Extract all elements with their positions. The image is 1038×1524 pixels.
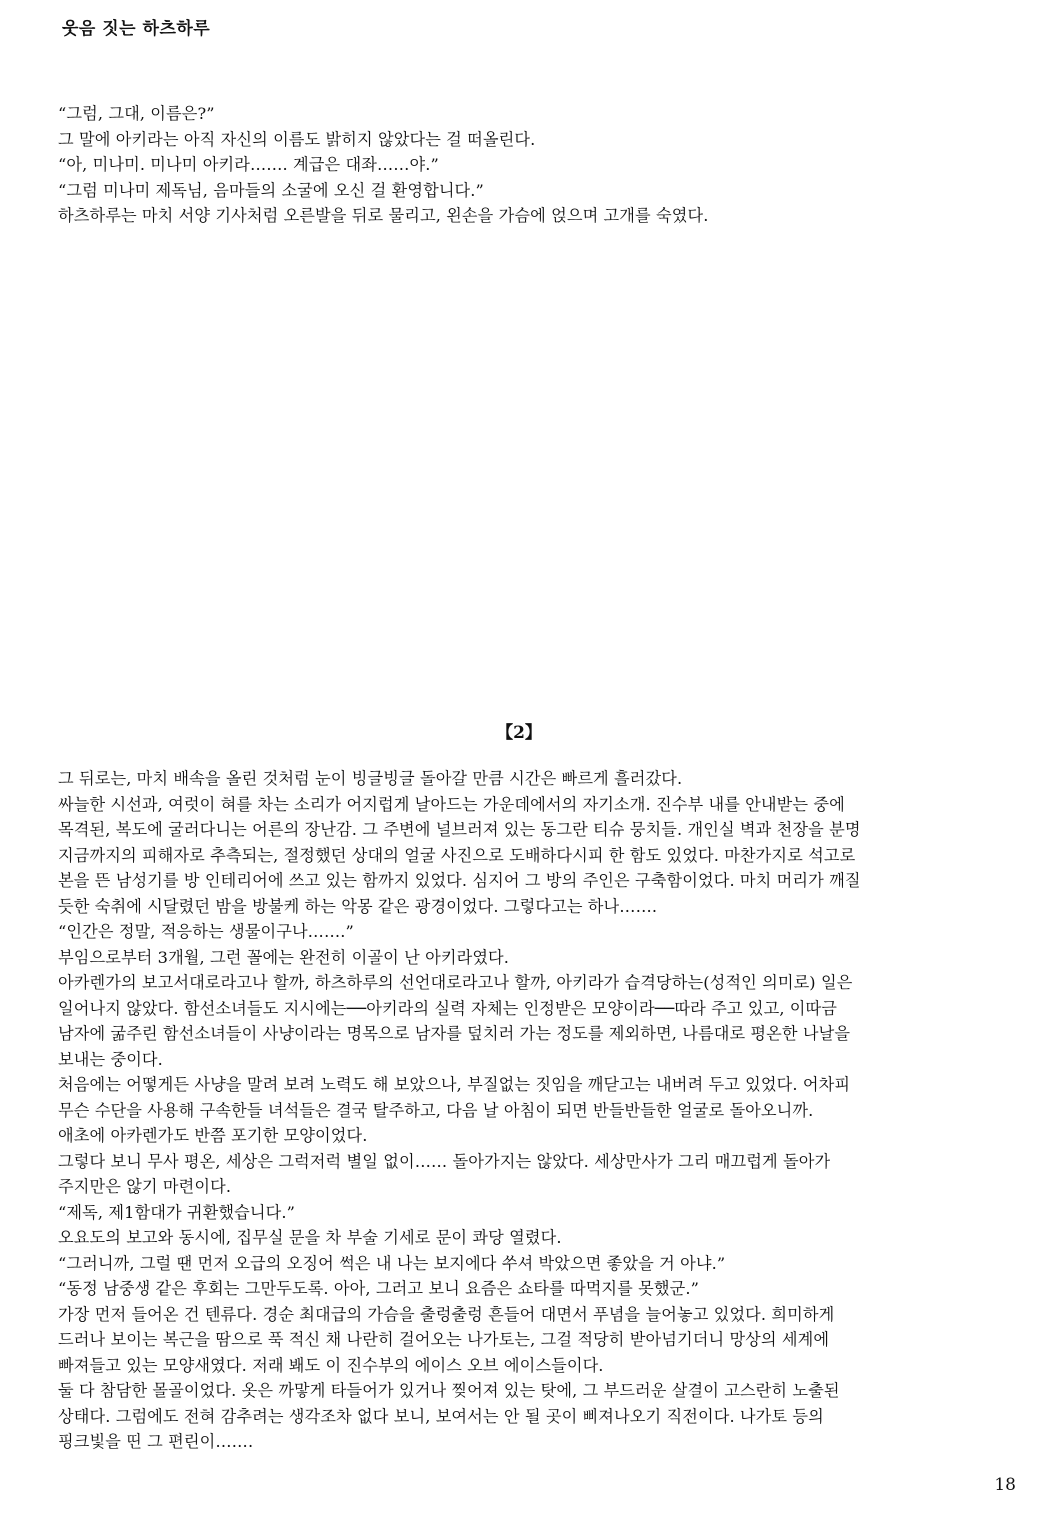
text-line: 오요도의 보고와 동시에, 집무실 문을 차 부술 기세로 문이 콰당 열렸다.: [58, 1228, 562, 1247]
text-block-intro: [58, 101, 1008, 229]
text-line: 보내는 중이다.: [58, 1049, 163, 1069]
text-line: 가장 먼저 들어온 건 텐류다. 경순 최대급의 가슴을 출렁출렁 흔들어 대면서 푸념을 늘어놓고 있었다. 희미하게: [58, 1304, 835, 1324]
text-line: “동정 남중생 같은 후회는 그만두도록. 아아, 그러고 보니 요즘은 쇼타를 따먹지를 못했군.”: [58, 1279, 699, 1298]
text-line: “인간은 정말, 적응하는 생물이구나…….”: [58, 922, 354, 941]
text-line: 본을 뜬 남성기를 방 인테리어에 쓰고 있는 함까지 있었다. 심지어 그 방의 주인은 구축함이었다. 마치 머리가 깨질: [58, 871, 861, 890]
text-block-section-2: [58, 766, 1008, 1455]
text-line: 무슨 수단을 사용해 구속한들 녀석들은 결국 탈주하고, 다음 날 아침이 되면 반들반들한 얼굴로 돌아오니까.: [58, 1100, 814, 1120]
text-line: 그렇다 보니 무사 평온, 세상은 그럭저럭 별일 없이…… 돌아가지는 않았다. 세상만사가 그리 매끄럽게 돌아가: [58, 1151, 831, 1171]
text-line: 빠져들고 있는 모양새였다. 저래 봬도 이 진수부의 에이스 오브 에이스들이다.: [58, 1355, 604, 1375]
page-number: 18: [994, 1475, 1016, 1495]
text-line: 부임으로부터 3개월, 그런 꼴에는 완전히 이골이 난 아키라였다.: [58, 947, 510, 967]
text-line: 아카렌가의 보고서대로라고나 할까, 하츠하루의 선언대로라고나 할까, 아키라가 습격당하는(성적인 의미로) 일은: [58, 973, 853, 992]
text-line: “그럼 미나미 제독님, 음마들의 소굴에 오신 걸 환영합니다.”: [58, 180, 484, 200]
text-line: 목격된, 복도에 굴러다니는 어른의 장난감. 그 주변에 널브러져 있는 동그란 티슈 뭉치들. 개인실 벽과 천장을 분명: [58, 820, 861, 839]
text-line: 그 뒤로는, 마치 배속을 올린 것처럼 눈이 빙글빙글 돌아갈 만큼 시간은 빠르게 흘러갔다.: [58, 769, 683, 788]
section-heading: 【2】: [496, 723, 542, 743]
text-line: 둘 다 참담한 몰골이었다. 옷은 까맣게 타들어가 있거나 찢어져 있는 탓에, 그 부드러운 살결이 고스란히 노출된: [58, 1381, 840, 1400]
text-line: 듯한 숙취에 시달렸던 밤을 방불케 하는 악몽 같은 광경이었다. 그렇다고는 하나…….: [58, 896, 658, 916]
text-line: 그 말에 아키라는 아직 자신의 이름도 밝히지 않았다는 걸 떠올린다.: [58, 129, 536, 149]
text-line: 하츠하루는 마치 서양 기사처럼 오른발을 뒤로 물리고, 왼손을 가슴에 얹으며 고개를 숙였다.: [58, 206, 709, 225]
text-line: 상태다. 그럼에도 전혀 감추려는 생각조차 없다 보니, 보여서는 안 될 곳이 삐져나오기 직전이다. 나가토 등의: [58, 1406, 824, 1426]
text-line: 주지만은 않기 마련이다.: [58, 1177, 232, 1196]
text-line: “그럼, 그대, 이름은?”: [58, 104, 215, 123]
text-line: 지금까지의 피해자로 추측되는, 절정했던 상대의 얼굴 사진으로 도배하다시피 한 함도 있었다. 마찬가지로 석고로: [58, 845, 856, 865]
text-line: “아, 미나미. 미나미 아키라……. 계급은 대좌……야.”: [58, 155, 439, 174]
text-line: 핑크빛을 띤 그 편린이…….: [58, 1432, 254, 1451]
text-line: 일어나지 않았다. 함선소녀들도 지시에는──아키라의 실력 자체는 인정받은 모양이라──따라 주고 있고, 이따금: [58, 998, 838, 1018]
text-line: 처음에는 어떻게든 사냥을 말려 보려 노력도 해 보았으나, 부질없는 짓임을 깨닫고는 내버려 두고 있었다. 어차피: [58, 1075, 851, 1094]
text-line: “제독, 제1함대가 귀환했습니다.”: [58, 1202, 295, 1222]
page-header-title: 웃음 짓는 하츠하루: [62, 19, 211, 39]
text-line: 싸늘한 시선과, 여럿이 혀를 차는 소리가 어지럽게 날아드는 가운데에서의 자기소개. 진수부 내를 안내받는 중에: [58, 794, 845, 814]
text-line: 남자에 굶주린 함선소녀들이 사냥이라는 명목으로 남자를 덮치러 가는 정도를 제외하면, 나름대로 평온한 나날을: [58, 1024, 851, 1043]
text-line: 애초에 아카렌가도 반쯤 포기한 모양이었다.: [58, 1126, 368, 1145]
text-line: “그러니까, 그럴 땐 먼저 오급의 오징어 썩은 내 나는 보지에다 쑤셔 박았으면 좋았을 거 아냐.”: [58, 1253, 726, 1273]
text-line: 드러나 보이는 복근을 땀으로 푹 적신 채 나란히 걸어오는 나가토는, 그걸 적당히 받아넘기더니 망상의 세계에: [58, 1330, 830, 1349]
